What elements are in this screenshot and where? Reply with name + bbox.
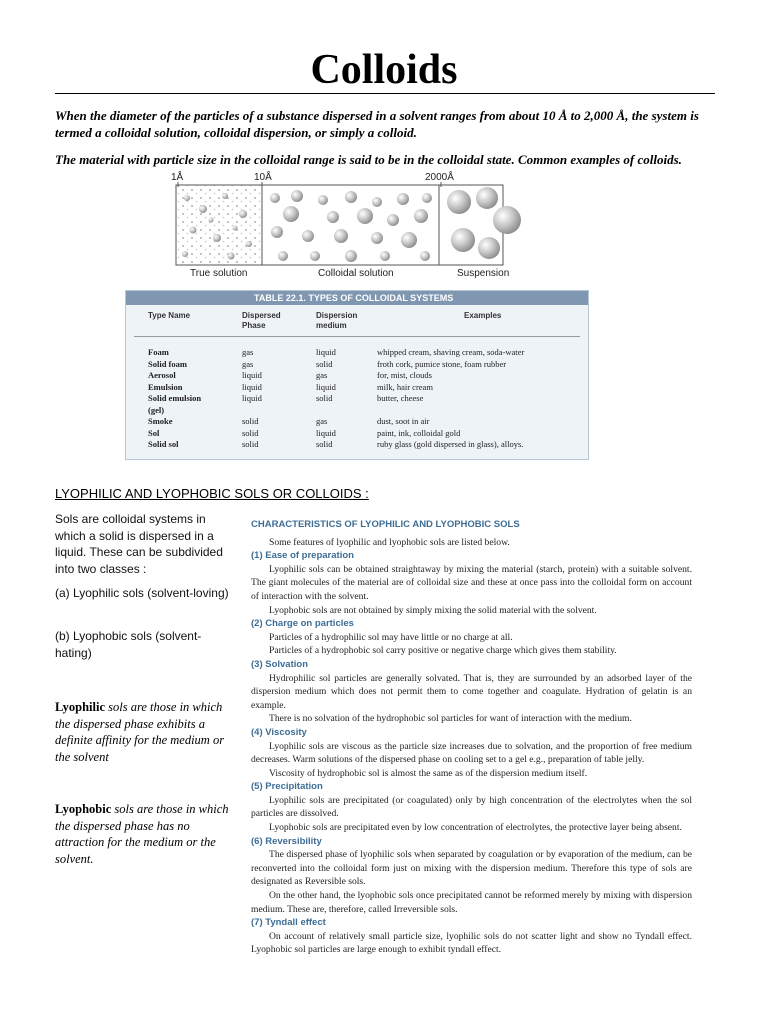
lyophobic-text: sols are those in which the dispersed phase has no attraction for the medium or the solvent. (55, 802, 229, 866)
cell-medium: liquid (316, 427, 336, 438)
heading-charge-on-particles: (2) Charge on particles (251, 618, 354, 630)
cell-phase: liquid (242, 370, 262, 380)
cell-examples: milk, hair cream (377, 381, 433, 392)
cell-type: Emulsion (148, 381, 183, 392)
table-row (126, 428, 588, 440)
table-row (126, 393, 588, 405)
intro-paragraph-2: The material with particle size in the colloidal range is said to be in the colloidal state. Common examples of colloids. (55, 152, 682, 167)
paragraph: The dispersed phase of lyophilic sols when separated by coagulation or by evaporation of the medium, can be reconverted into the colloidal form just on mixing with the dispersion medium. Therefore this type of sols are designated as Reversible sols. (251, 849, 692, 888)
intro-paragraph-1: When the diameter of the particles of a substance dispersed in a solvent ranges from about 10 Å to 2,000 Å, the system is termed a colloidal solution, colloidal dispersion, or simply a colloid. (55, 108, 699, 140)
cell-phase: liquid (242, 381, 262, 392)
table-row (126, 370, 588, 382)
cell-type: (gel) (148, 404, 165, 415)
cell-examples: froth cork, pumice stone, foam rubber (377, 358, 507, 369)
cell-phase: solid (242, 439, 259, 449)
cell-medium: solid (316, 358, 333, 369)
heading-precipitation: (5) Precipitation (251, 781, 323, 793)
paragraph: Viscosity of hydrophobic sol is almost the same as of the dispersion medium itself. (269, 767, 588, 779)
cell-type: Sol (148, 427, 160, 438)
characteristics-title: CHARACTERISTICS OF LYOPHILIC AND LYOPHOBIC SOLS (251, 519, 520, 530)
header-phase-line1: Dispersed (242, 311, 281, 320)
lyophilic-text: sols are those in which the dispersed phase exhibits a definite affinity for the medium or the solvent (55, 700, 225, 764)
table-row (126, 359, 588, 371)
cell-examples: whipped cream, shaving cream, soda-water (377, 347, 525, 357)
class-a: (a) Lyophilic sols (solvent-loving) (55, 586, 229, 600)
particle-panels (163, 172, 533, 267)
paragraph: Particles of a hydrophilic sol may have little or no charge at all. (269, 631, 513, 643)
cell-type: Solid emulsion (148, 393, 202, 403)
header-medium-line1: Dispersion (316, 311, 358, 320)
cell-medium: solid (316, 393, 333, 403)
cell-phase: solid (242, 416, 259, 426)
cell-examples: paint, ink, colloidal gold (377, 427, 461, 438)
header-type-name: Type Name (148, 311, 191, 320)
cell-examples: dust, soot in air (377, 416, 430, 426)
table-row (126, 405, 588, 417)
header-examples: Examples (464, 311, 502, 320)
section-heading: LYOPHILIC AND LYOPHOBIC SOLS OR COLLOIDS : (55, 486, 369, 501)
cell-medium: gas (316, 416, 328, 426)
paragraph: On account of relatively small particle size, lyophilic sols do not scatter light and show no Tyndall effect. Lyophobic sol particles are large enough to exhibit tyndall effect. (251, 930, 692, 956)
cell-phase: gas (242, 347, 254, 357)
cell-phase: gas (242, 358, 254, 369)
paragraph: On the other hand, the lyophobic sols once precipitated cannot be reformed merely by mixing with dispersion medium. These are, therefore, called Irreversible sols. (251, 890, 692, 915)
cell-medium: liquid (316, 381, 336, 392)
header-medium-line2: medium (316, 321, 347, 330)
class-b: (b) Lyophobic sols (solvent-hating) (55, 629, 202, 660)
table-row (126, 382, 588, 394)
cell-type: Smoke (148, 416, 173, 426)
table-row (126, 347, 588, 359)
sols-intro: Sols are colloidal systems in which a solid is dispersed in a liquid. These can be subdivided into two classes : (55, 512, 223, 576)
table-row (126, 439, 588, 451)
table-caption: TABLE 22.1. TYPES OF COLLOIDAL SYSTEMS (126, 291, 588, 305)
paragraph: Lyophilic sols can be obtained straightaway by mixing the material (starch, protein) with a suitable solvent. The giant molecules of the material are of colloidal size and these at once pass into the colloidal form on account of interaction with the solvent. (251, 563, 692, 602)
table-divider (134, 336, 580, 337)
panel-label-colloidal-solution: Colloidal solution (318, 268, 394, 279)
heading-reversibility: (6) Reversibility (251, 835, 322, 847)
scale-label-3: 2000Å (425, 172, 454, 183)
cell-type: Foam (148, 347, 169, 357)
paragraph: Hydrophilic sol particles are generally solvated. That is, they are surrounded by an adsorbed layer of the dispersion medium which does not permit them to come together and coagulate. Hydration of gelatin is an example. (251, 672, 692, 711)
paragraph: Lyophobic sols are precipitated even by low concentration of electrolytes, the protective layer being absent. (269, 822, 682, 834)
scale-label-1: 1Å (171, 172, 184, 183)
page-title: Colloids (310, 47, 458, 93)
cell-medium: gas (316, 370, 328, 380)
colloidal-systems-table (125, 290, 589, 460)
cell-phase: liquid (242, 393, 262, 403)
cell-type: Aerosol (148, 370, 176, 380)
lyophilic-term: Lyophilic (55, 700, 106, 714)
cell-examples: butter, cheese (377, 393, 424, 403)
paragraph: Particles of a hydrophobic sol carry positive or negative charge which gives them stability. (269, 645, 617, 657)
paragraph: Lyophilic sols are viscous as the particle size increases due to solvation, and the proportion of free medium decreases. Warm solutions of the dispersed phase on cooling set to a gel e.g., preparation of table jelly. (251, 740, 692, 766)
scale-label-2: 10Å (254, 172, 272, 183)
cell-type: Solid sol (148, 439, 179, 449)
panel-label-suspension: Suspension (457, 268, 510, 279)
panel-label-true-solution: True solution (190, 268, 248, 279)
paragraph: There is no solvation of the hydrophobic sol particles for want of interaction with the medium. (269, 713, 632, 725)
table-row (126, 416, 588, 428)
title-rule (55, 93, 715, 94)
paragraph: Lyophilic sols are precipitated (or coagulated) only by high concentration of the electrolytes when the sol particles are dissolved. (251, 794, 692, 820)
characteristics-intro: Some features of lyophilic and lyophobic sols are listed below. (269, 536, 510, 548)
lyophobic-definition (55, 801, 233, 867)
heading-solvation: (3) Solvation (251, 658, 309, 670)
cell-medium: liquid (316, 347, 336, 357)
characteristics-panel (244, 512, 692, 992)
cell-examples: ruby glass (gold dispersed in glass), alloys. (377, 439, 524, 449)
lyophilic-definition (55, 699, 233, 765)
cell-examples: for, mist, clouds (377, 370, 432, 380)
cell-type: Solid foam (148, 358, 187, 369)
heading-ease-of-preparation: (1) Ease of preparation (251, 550, 354, 562)
particle-size-figure (163, 172, 533, 282)
header-phase-line2: Phase (242, 321, 266, 330)
paragraph: Lyophobic sols are not obtained by simply mixing the solid material with the solvent. (269, 604, 597, 616)
lyophobic-term: Lyophobic (55, 802, 112, 816)
heading-tyndall-effect: (7) Tyndall effect (251, 917, 326, 929)
heading-viscosity: (4) Viscosity (251, 726, 307, 738)
cell-medium: solid (316, 439, 333, 449)
cell-phase: solid (242, 427, 259, 438)
